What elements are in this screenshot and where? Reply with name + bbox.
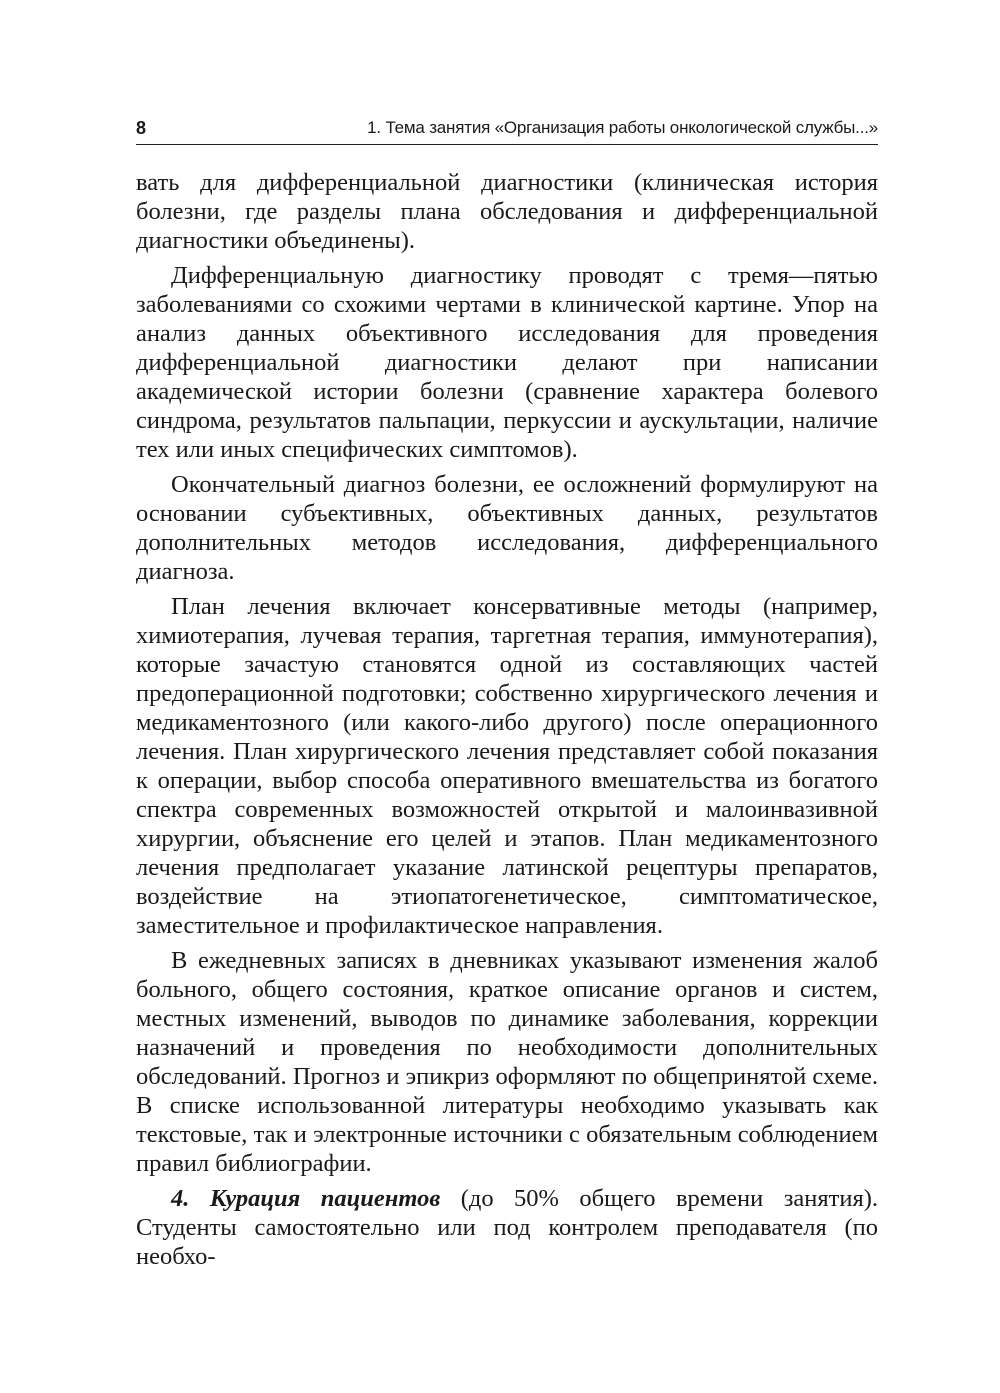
paragraph-patient-curation <box>136 1184 878 1271</box>
running-header <box>136 118 878 145</box>
paragraph-differential-diagnosis <box>136 261 878 464</box>
paragraph-text: План лечения включает консервативные методы (например, химиотерапия, лучевая терапия, таргетная терапия, иммунотерапия), которые зачастую становятся одной из составляющих частей предоперационной подготовки; собственно хирургического лечения и медикаментозного (или какого-либо другого) после операционного лечения. План хирургического лечения представляет собой показания к операции, выбор способа оперативного вмешательства из богатого спектра современных возможностей открытой и малоинвазивной хирургии, объяснение его целей и этапов. План медикаментозного лечения предполагает указание латинской рецептуры препаратов, воздействие на этиопатогенетическое, симптоматическое, заместительное и профилактическое направления. <box>136 593 878 939</box>
page-number: 8 <box>136 118 147 138</box>
book-page <box>136 0 878 1393</box>
body-text <box>136 168 878 1271</box>
paragraph-continuation <box>136 168 878 255</box>
paragraph-text: Дифференциальную диагностику проводят с тремя—пятью заболеваниями со схожими чертами в клинической картине. Упор на анализ данных объективного исследования для проведения дифференциальной диагностики делают при написании академической истории болезни (сравнение характера болевого синдрома, результатов пальпации, перкуссии и аускультации, наличие тех или иных специфических симптомов). <box>136 262 878 463</box>
paragraph-text: вать для дифференциальной диагностики (клиническая история болезни, где разделы плана обследования и дифференциальной диагностики объединены). <box>136 169 878 254</box>
paragraph-text: Окончательный диагноз болезни, ее осложнений формулируют на основании субъективных, объективных данных, результатов дополнительных методов исследования, дифференциального диагноза. <box>136 471 878 585</box>
section-lead-in: 4. Курация пациентов <box>171 1185 441 1212</box>
paragraph-final-diagnosis <box>136 470 878 586</box>
paragraph-treatment-plan <box>136 592 878 940</box>
paragraph-daily-records <box>136 946 878 1178</box>
paragraph-text: В ежедневных записях в дневниках указывают изменения жалоб больного, общего состояния, краткое описание органов и систем, местных изменений, выводов по динамике заболевания, коррекции назначений и проведения по необходимости дополнительных обследований. Прогноз и эпикриз оформляют по общепринятой схеме. В списке использованной литературы необходимо указывать как текстовые, так и электронные источники с обязательным соблюдением правил библиографии. <box>136 947 878 1177</box>
running-title: 1. Тема занятия «Организация работы онкологической службы...» <box>367 118 878 137</box>
paragraph-text: (до 50% общего времени занятия). Студенты самостоятельно или под контролем преподавателя (по необхо- <box>136 1185 878 1270</box>
